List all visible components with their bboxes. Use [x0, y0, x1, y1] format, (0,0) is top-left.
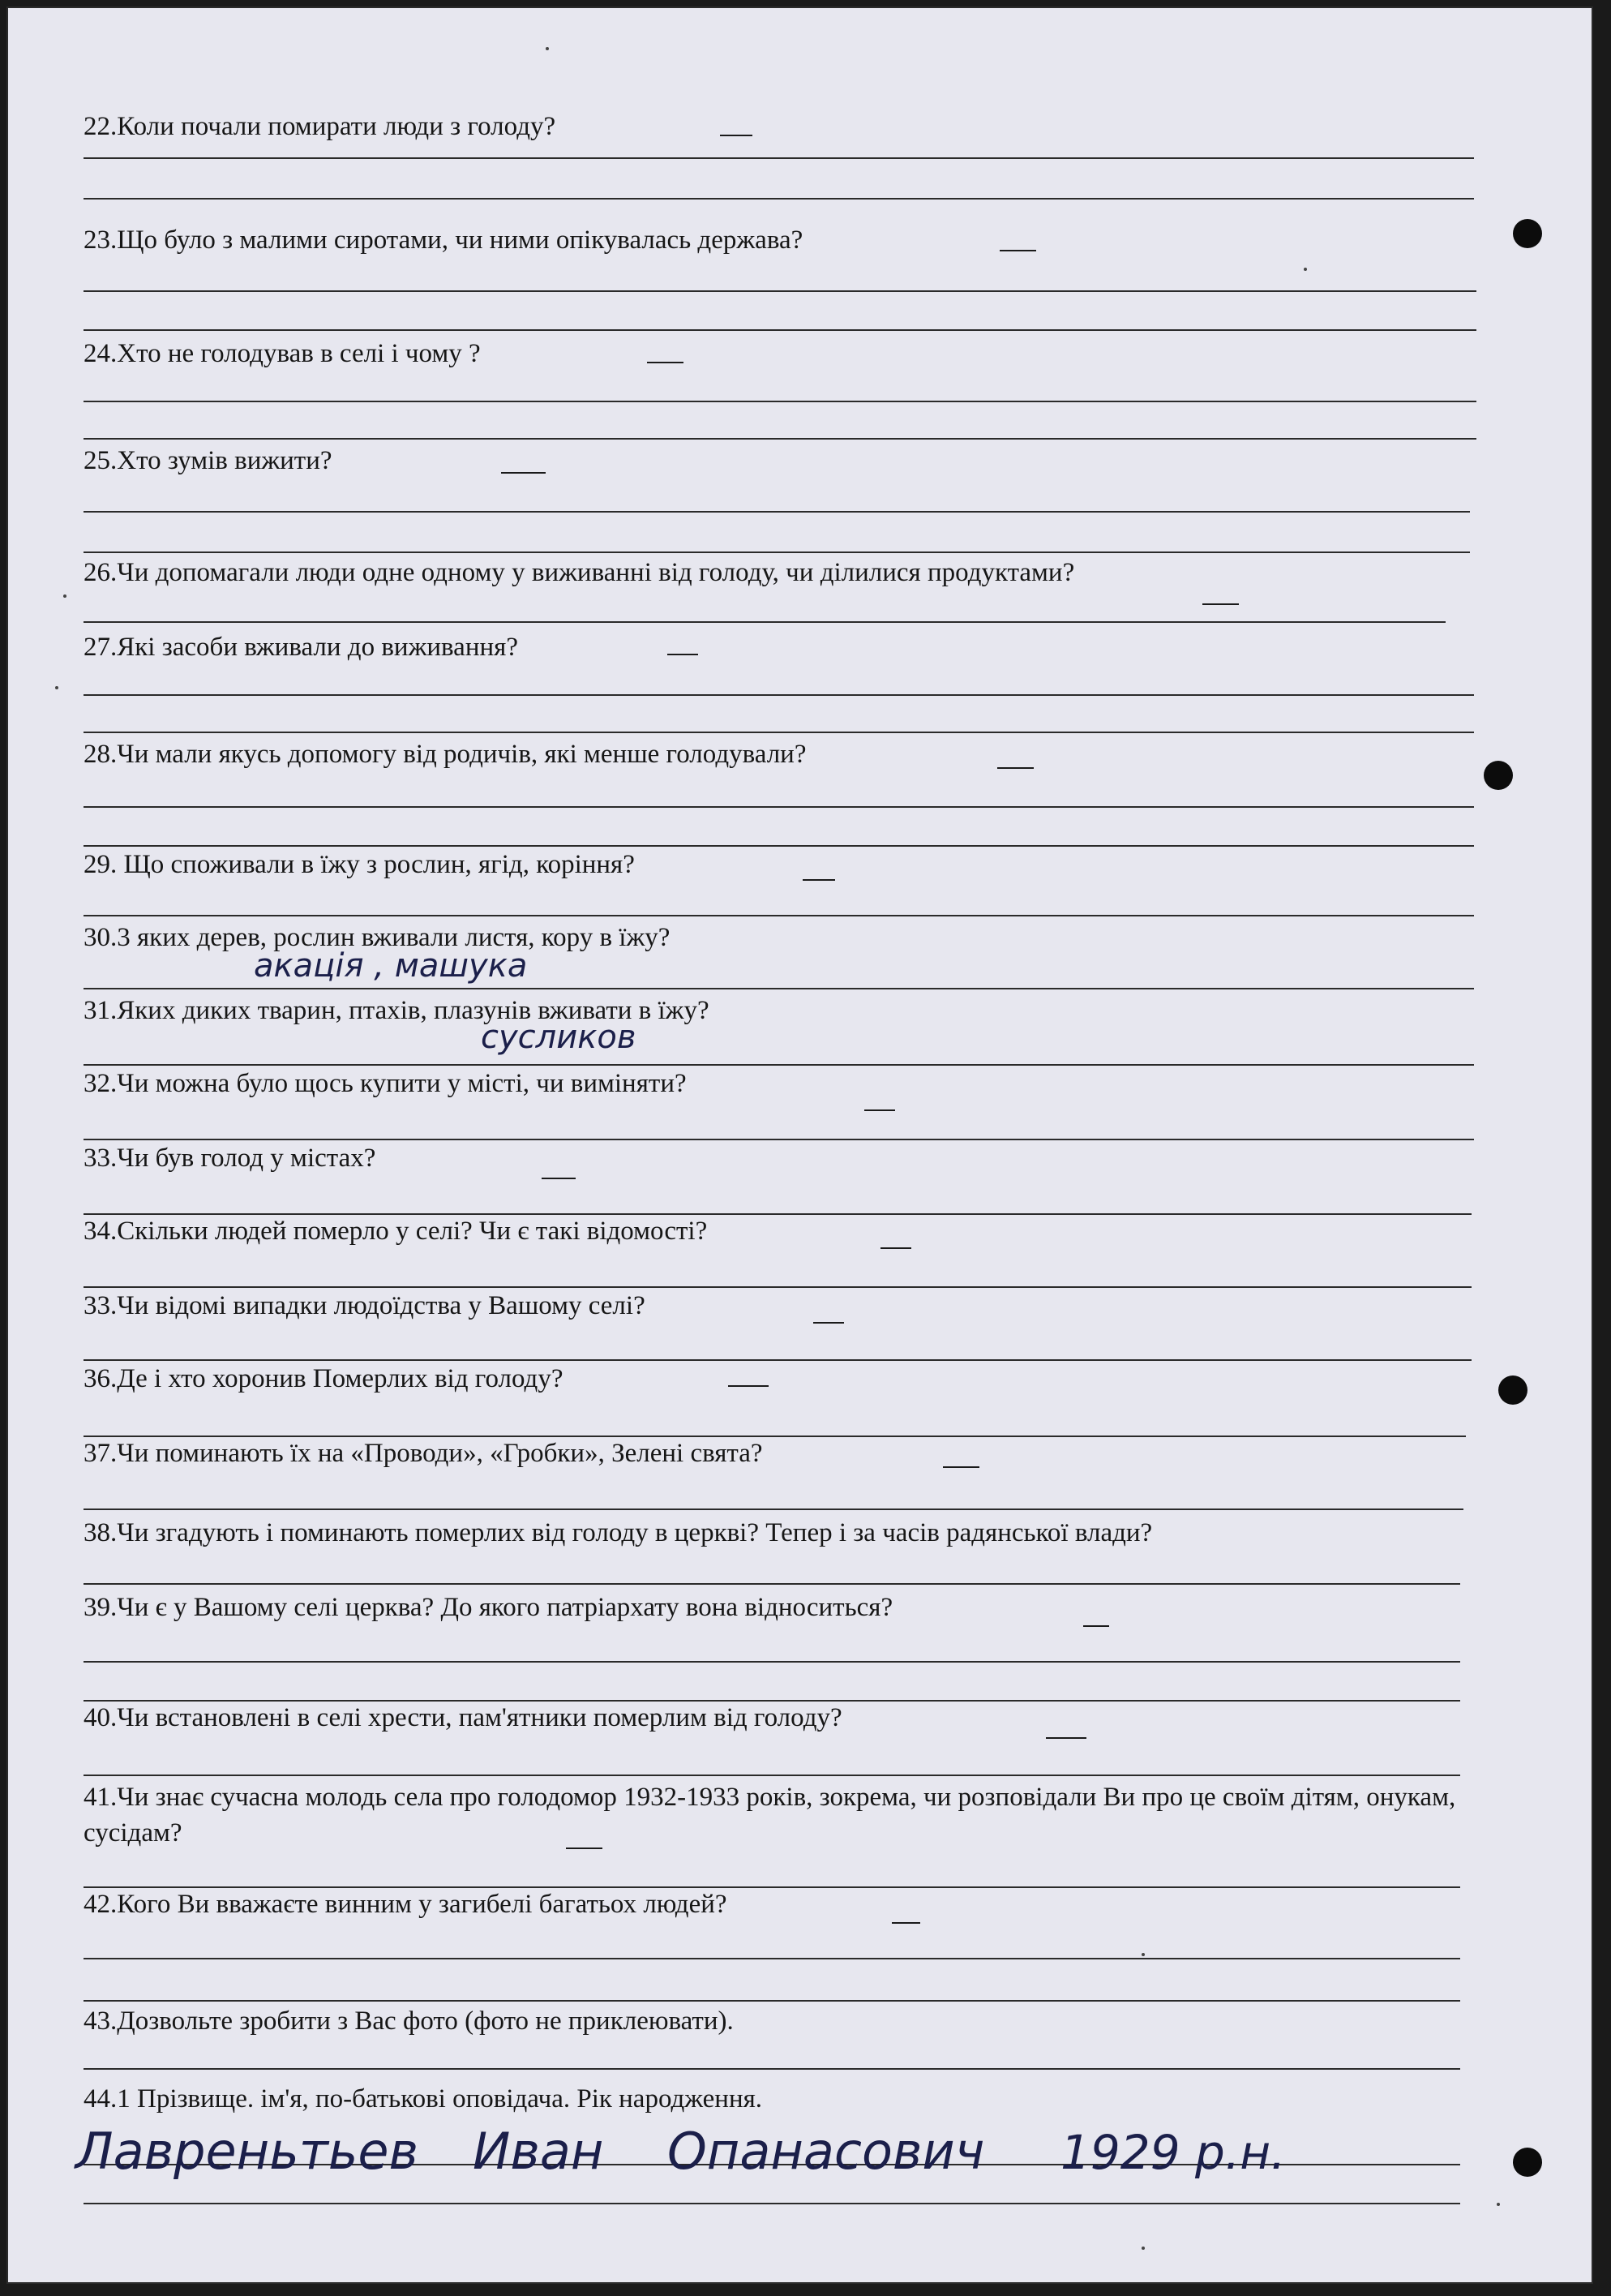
answer-line — [84, 1958, 1460, 1959]
answer-line — [84, 915, 1474, 916]
answer-line — [84, 1139, 1474, 1140]
scan-speck — [546, 47, 549, 50]
answer-line — [84, 1359, 1472, 1361]
question-38: 38.Чи згадують і поминають померлих від голоду в церкві? Тепер і за часів радянської влади? — [84, 1518, 1153, 1547]
question-26: 26.Чи допомагали люди одне одному у виживанні від голоду, чи ділилися продуктами? — [84, 558, 1075, 587]
answer-dash — [943, 1466, 979, 1468]
answer-line — [84, 1286, 1472, 1288]
handwritten-patronymic: Опанасович — [667, 2122, 985, 2181]
handwritten-name: Иван — [473, 2122, 604, 2181]
scan-speck — [1142, 1953, 1145, 1956]
answer-line — [84, 694, 1474, 696]
scan-speck — [63, 594, 66, 598]
answer-line — [84, 2068, 1460, 2070]
answer-dash — [667, 654, 698, 655]
handwritten-surname: Лавреньтьев — [75, 2122, 419, 2181]
answer-line — [84, 2203, 1460, 2204]
answer-dash — [892, 1922, 920, 1924]
scan-speck — [55, 686, 58, 689]
answer-dash — [813, 1322, 844, 1324]
answer-line — [84, 732, 1474, 733]
question-42: 42.Кого Ви вважаєте винним у загибелі багатьох людей? — [84, 1890, 727, 1919]
question-22: 22.Коли почали помирати люди з голоду? — [84, 112, 556, 141]
answer-line — [84, 621, 1446, 623]
answer-dash — [647, 362, 683, 363]
answer-line — [84, 2000, 1460, 2002]
answer-dash — [1046, 1737, 1086, 1739]
answer-line — [84, 1661, 1460, 1663]
question-31: 31.Яких диких тварин, птахів, плазунів вживати в їжу? — [84, 996, 709, 1025]
answer-line — [84, 1775, 1460, 1776]
answer-dash — [542, 1178, 576, 1179]
question-28: 28.Чи мали якусь допомогу від родичів, які менше голодували? — [84, 740, 807, 769]
answer-line — [84, 401, 1476, 402]
question-43: 43.Дозвольте зробити з Вас фото (фото не приклеювати). — [84, 2006, 734, 2036]
answer-dash — [880, 1247, 911, 1249]
questionnaire-page — [6, 6, 1593, 2284]
scan-speck — [1304, 268, 1307, 271]
binder-hole — [1513, 219, 1542, 248]
binder-hole — [1513, 2148, 1542, 2177]
answer-dash — [1202, 603, 1239, 605]
answer-dash — [501, 472, 546, 474]
answer-line — [84, 845, 1474, 847]
answer-dash — [803, 879, 835, 881]
scan-speck — [1497, 2203, 1500, 2206]
question-36: 36.Де і хто хоронив Померлих від голоду? — [84, 1364, 563, 1393]
question-27: 27.Які засоби вживали до виживання? — [84, 633, 518, 662]
answer-line — [84, 438, 1476, 440]
answer-dash — [1083, 1625, 1109, 1627]
answer-dash — [566, 1848, 602, 1849]
answer-line — [84, 806, 1474, 808]
question-35: 33.Чи відомі випадки людоїдства у Вашому селі? — [84, 1291, 645, 1320]
answer-line — [84, 290, 1476, 292]
handwritten-birth-year: 1929 р.н. — [1060, 2125, 1286, 2180]
answer-line — [84, 551, 1470, 553]
answer-dash — [864, 1109, 895, 1111]
answer-line — [84, 157, 1474, 159]
question-34: 34.Скільки людей померло у селі? Чи є такі відомості? — [84, 1217, 708, 1246]
answer-dash — [997, 767, 1034, 769]
binder-hole — [1498, 1375, 1527, 1405]
answer-line — [84, 988, 1474, 989]
question-29: 29. Що споживали в їжу з рослин, ягід, коріння? — [84, 850, 635, 879]
answer-line — [84, 329, 1476, 331]
question-24: 24.Хто не голодував в селі і чому ? — [84, 339, 481, 368]
question-40: 40.Чи встановлені в селі хрести, пам'ятники померлим від голоду? — [84, 1703, 842, 1732]
answer-line — [84, 1583, 1460, 1585]
answer-dash — [1000, 250, 1036, 251]
answer-line — [84, 1064, 1474, 1066]
question-33: 33.Чи був голод у містах? — [84, 1144, 376, 1173]
handwritten-answer-31: сусликов — [481, 1019, 636, 1056]
answer-line — [84, 1508, 1463, 1510]
question-32: 32.Чи можна було щось купити у місті, чи виміняти? — [84, 1069, 687, 1098]
question-23: 23.Що було з малими сиротами, чи ними опікувалась держава? — [84, 225, 803, 255]
answer-line — [84, 511, 1470, 513]
question-30: 30.3 яких дерев, рослин вживали листя, кору в їжу? — [84, 923, 671, 952]
answer-dash — [728, 1385, 769, 1387]
answer-line — [84, 198, 1474, 200]
scan-speck — [1142, 2247, 1145, 2250]
question-44: 44.1 Прізвище. ім'я, по-батькові оповідача. Рік народження. — [84, 2084, 763, 2114]
handwritten-answer-30: акація , машука — [254, 947, 528, 985]
question-37: 37.Чи поминають їх на «Проводи», «Гробки», Зелені свята? — [84, 1439, 763, 1468]
binder-hole — [1484, 761, 1513, 790]
question-39: 39.Чи є у Вашому селі церква? До якого патріархату вона відноситься? — [84, 1593, 893, 1622]
answer-dash — [720, 135, 752, 136]
question-25: 25.Хто зумів вижити? — [84, 446, 332, 475]
question-41: 41.Чи знає сучасна молодь села про голодомор 1932-1933 років, зокрема, чи розповідали Ви про це своїм дітям, онукам, сусідам? — [84, 1783, 1456, 1848]
